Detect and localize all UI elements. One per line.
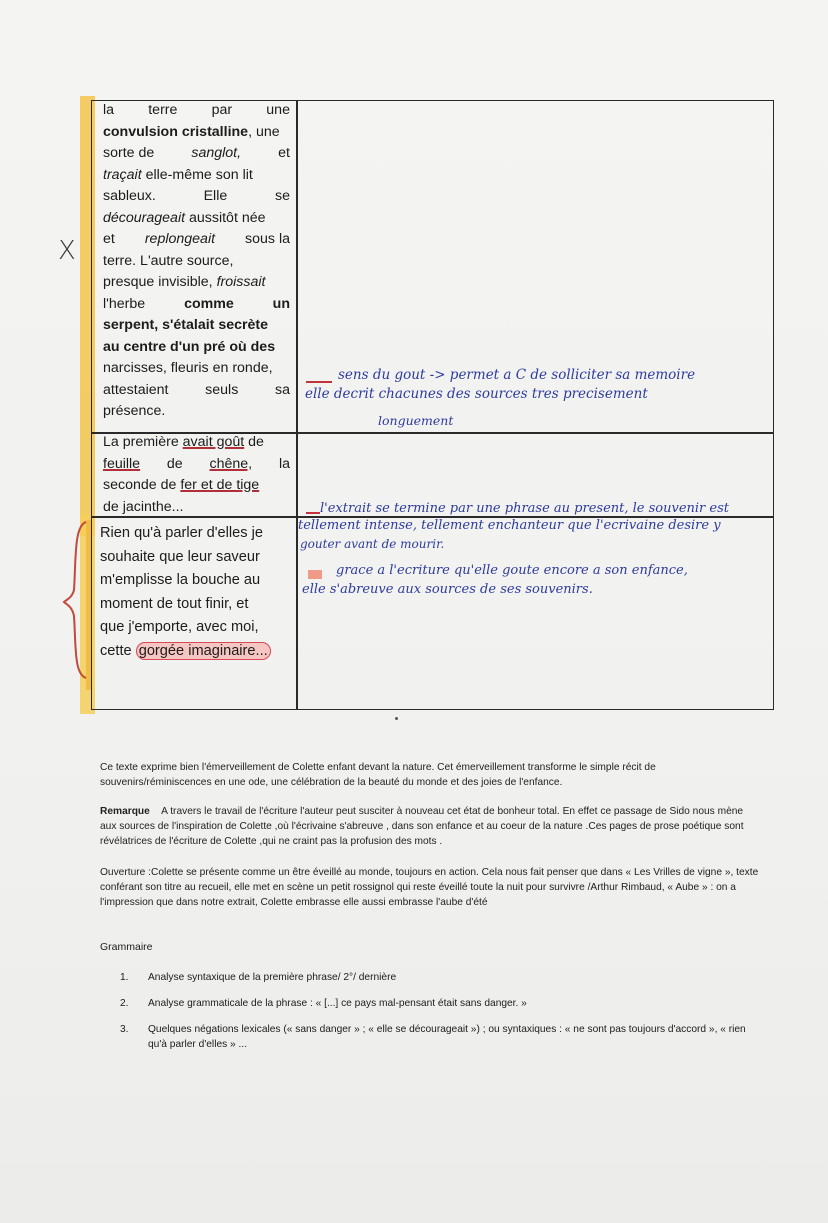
list-item: 3. Quelques négations lexicales (« sans danger » ; « elle se décourageait ») ; ou syntaxiques : « ne sont pas toujours d'accord », « rien qu'à parler d'elles » ... (120, 1024, 746, 1050)
annotation-line: longuement (378, 413, 454, 428)
table-column-divider (296, 100, 298, 710)
annotation-line: l'extrait se termine par une phrase au present, le souvenir est (320, 501, 729, 516)
red-dash-mark (306, 381, 332, 383)
annotation-line: tellement intense, tellement enchanteur que l'ecrivaine desire y (298, 518, 721, 533)
circled-phrase: gorgée imaginaire... (136, 642, 271, 660)
annotation-line: gouter avant de mourir. (300, 537, 445, 551)
handwritten-x-mark: X (58, 236, 76, 266)
list-item: 2. Analyse grammaticale de la phrase : « [...] ce pays mal-pensant était sans danger. » (120, 998, 527, 1009)
red-dash-mark (306, 512, 320, 514)
page-mark (395, 717, 398, 720)
paragraph-conclusion: Ce texte exprime bien l'émerveillement de Colette enfant devant la nature. Cet émerveillement transforme le simple récit de souvenirs/réminiscences en une ode, une célébration de la beauté du monde et des joies de l'enfance. (100, 762, 656, 788)
section-title-grammaire: Grammaire (100, 941, 153, 953)
annotation-line: elle decrit chacunes des sources tres precisement (305, 386, 648, 402)
annotation-line: sens du gout -> permet a C de solliciter sa memoire (338, 367, 696, 383)
annotation-line: grace a l'ecriture qu'elle goute encore a son enfance, (336, 563, 688, 578)
handwritten-brace (60, 520, 90, 680)
text-cell-sources: la terre par une convulsion cristalline, une sorte de sanglot, et traçait elle-même son lit sableux. Elle se décourageait aussitôt née et replongeait sous la terre. L'autre source, presque invisible, froissait l'herbe comme un serpent, s'étalait secrète au centre d'un pré où des narcisses, fleuris en ronde, attestaient seuls sa présence. (103, 102, 290, 419)
paragraph-ouverture: Ouverture :Colette se présente comme un être éveillé au monde, toujours en action. Cela nous fait penser que dans « Les Vrilles de vigne », texte conférant son titre au recueil, elle met en scène un petit rossignol qui reste éveillé toute la nuit pour survivre /Arthur Rimbaud, « Aube » : on a l'impression que dans notre extrait, Colette embrasse elle aussi embrasse l'aube d'été (100, 867, 759, 908)
paragraph-remarque: Remarque A travers le travail de l'écriture l'auteur peut susciter à nouveau cet état de bonheur total. En effet ce passage de Sido nous mène aux sources de l'inspiration de Colette ,où l'écrivaine s'abreuve , dans son enfance et au coeur de la nature .Ces pages de prose poétique sont révélatrices de l'écriture de Colette ,qui ne craint pas la profusion des mots . (100, 806, 744, 847)
text-cell-gouts: La première avait goût de feuille de chêne, la seconde de fer et de tige de jacinthe... (103, 434, 290, 515)
annotation-line: elle s'abreuve aux sources de ses souvenirs. (302, 582, 593, 597)
text-cell-conclusion: Rien qu'à parler d'elles je souhaite que leur saveur m'emplisse la bouche au moment de tout finir, et que j'emporte, avec moi, cette gorgée imaginaire... (100, 522, 290, 663)
list-item: 1. Analyse syntaxique de la première phrase/ 2°/ dernière (120, 972, 397, 983)
orange-mark (308, 570, 322, 579)
grammar-list (120, 970, 760, 1063)
